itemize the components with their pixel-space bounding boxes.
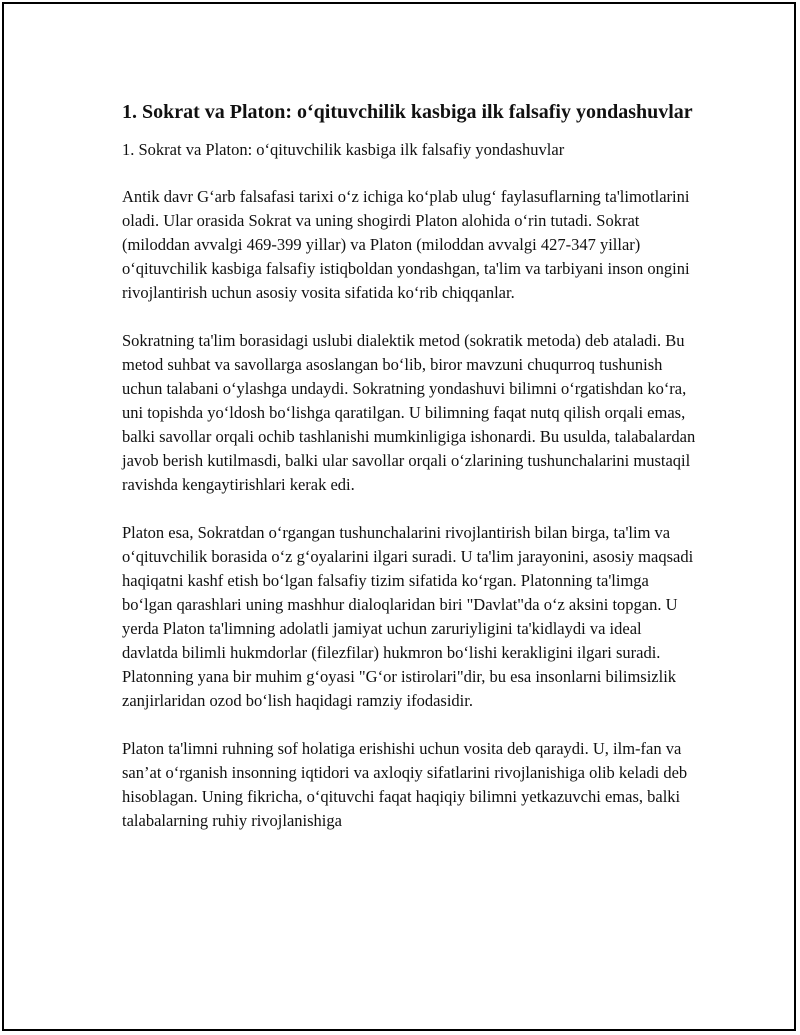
paragraph-intro: Antik davr G‘arb falsafasi tarixi o‘z ichiga ko‘plab ulug‘ faylasuflarning ta'limotlarini oladi. Ular orasida Sokrat va uning shogirdi Platon alohida o‘rin tutadi. Sokrat (miloddan avvalgi 469-399 yillar) va Platon (miloddan avvalgi 427-347 yillar) o‘qituvchilik kasbiga falsafiy istiqboldan yondashgan, ta'lim va tarbiyani inson ongini rivojlantirish uchun asosiy vosita sifatida ko‘rib chiqqanlar.	[122, 187, 690, 302]
paragraph-sokrat-method: Sokratning ta'lim borasidagi uslubi dialektik metod (sokratik metoda) deb ataladi. Bu metod suhbat va savollarga asoslangan bo‘lib, biror mavzuni chuqurroq tushunish uchun talabani o‘ylashga undaydi. Sokratning yondashuvi bilimni o‘rgatishdan ko‘ra, uni topishda yo‘ldosh bo‘lishga qaratilgan. U bilimning faqat nutq qilish orqali emas, balki savollar orqali ochib tashlanishi mumkinligiga ishonardi. Bu usulda, talabalardan javob berish kutilmasdi, balki ular savollar orqali o‘zlarining tushunchalarini mustaqil ravishda kengaytirishlari kerak edi.	[122, 331, 696, 494]
paragraph-platon-ideas: Platon esa, Sokratdan o‘rgangan tushunchalarini rivojlantirish bilan birga, ta'lim va o‘qituvchilik borasida o‘z g‘oyalarini ilgari suradi. U ta'lim jarayonini, asosiy maqsadi haqiqatni kashf etish bo‘lgan falsafiy tizim sifatida ko‘rgan. Platonning ta'limga bo‘lgan qarashlari uning mashhur dialoqlaridan biri "Davlat"da o‘z aksini topgan. U yerda Platon ta'limning adolatli jamiyat uchun zaruriyligini ta'kidlaydi va ideal davlatda bilimli hukmdorlar (filezfilar) hukmron bo‘lishi kerakligini ilgari suradi. Platonning yana bir muhim g‘oyasi "G‘or istirolari"dir, bu esa insonlarni bilimsizlik zanjirlaridan ozod bo‘lish haqidagi ramziy ifodasidir.	[122, 523, 694, 710]
document-body	[122, 98, 697, 857]
document-title: 1. Sokrat va Platon: o‘qituvchilik kasbiga ilk falsafiy yondashuvlar	[122, 101, 693, 123]
section-heading: 1. Sokrat va Platon: o‘qituvchilik kasbiga ilk falsafiy yondashuvlar	[122, 140, 565, 159]
document-page	[2, 2, 796, 1031]
paragraph-platon-education: Platon ta'limni ruhning sof holatiga erishishi uchun vosita deb qaraydi. U, ilm-fan va san’at o‘rganish insonning iqtidori va axloqiy sifatlarini rivojlanishiga olib keladi deb hisoblagan. Uning fikricha, o‘qituvchi faqat haqiqiy bilimni yetkazuvchi emas, balki talabalarning ruhiy rivojlanishiga	[122, 739, 688, 830]
